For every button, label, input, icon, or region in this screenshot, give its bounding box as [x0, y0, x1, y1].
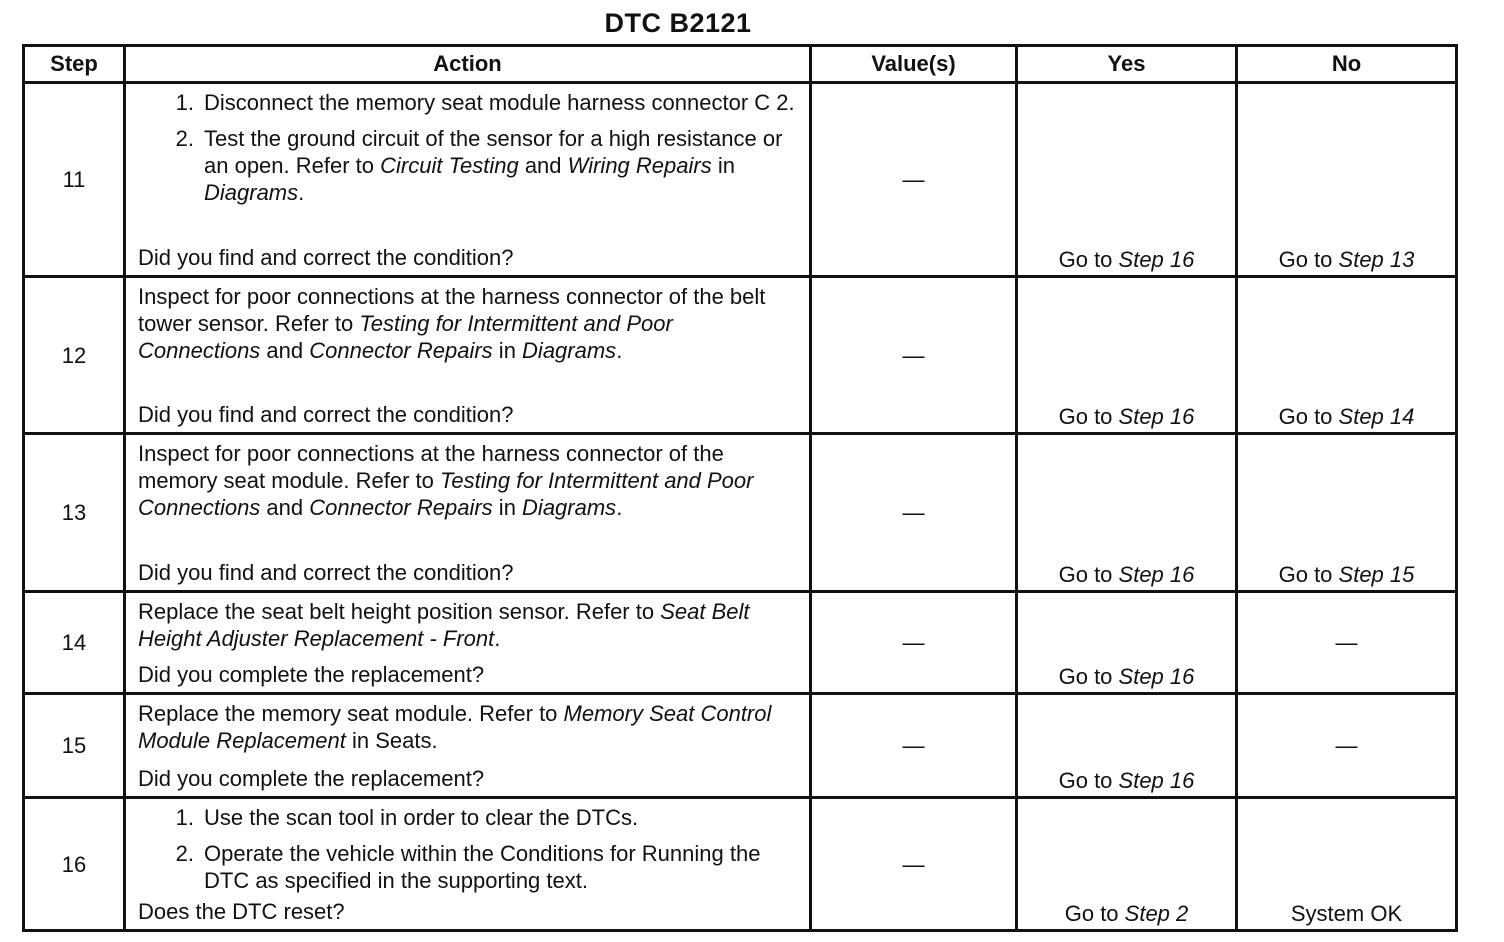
- step-number: 11: [24, 83, 125, 277]
- header-yes: Yes: [1017, 46, 1237, 83]
- reference-link[interactable]: Diagrams: [522, 338, 617, 363]
- no-cell: Go to Step 14: [1237, 277, 1457, 434]
- reference-link[interactable]: Circuit Testing: [380, 153, 519, 178]
- header-no: No: [1237, 46, 1457, 83]
- action-text: Inspect for poor connections at the harness connector of the memory seat module. Refer to Testing for Intermittent and Poor Connections and Connector Repairs in Diagrams.: [138, 441, 754, 520]
- page-title: DTC B2121: [604, 8, 752, 38]
- value-cell: —: [811, 83, 1017, 277]
- yes-cell: Go to Step 16: [1017, 434, 1237, 592]
- action-cell: [125, 434, 811, 592]
- action-list: [138, 89, 797, 215]
- reference-link[interactable]: Connector Repairs: [309, 338, 493, 363]
- yes-cell: Go to Step 2: [1017, 798, 1237, 931]
- no-cell: Go to Step 13: [1237, 83, 1457, 277]
- reference-link[interactable]: Testing for Intermittent and Poor Connections: [138, 468, 754, 520]
- table-row: [24, 694, 1457, 798]
- header-step: Step: [24, 46, 125, 83]
- action-cell: [125, 83, 811, 277]
- list-item: [138, 89, 797, 116]
- no-cell: —: [1237, 592, 1457, 694]
- action-cell: [125, 592, 811, 694]
- step-number: 13: [24, 434, 125, 592]
- value-cell: —: [811, 798, 1017, 931]
- no-cell: System OK: [1237, 798, 1457, 931]
- question-text: Did you complete the replacement?: [138, 662, 485, 687]
- header-values: Value(s): [811, 46, 1017, 83]
- action-cell: [125, 694, 811, 798]
- action-text: Inspect for poor connections at the harness connector of the belt tower sensor. Refer to Testing for Intermittent and Poor Connections and Connector Repairs in Diagrams.: [138, 284, 766, 363]
- goto-step-link[interactable]: Step 13: [1338, 247, 1415, 272]
- goto-step-link[interactable]: Step 16: [1118, 404, 1195, 429]
- goto-step-link[interactable]: Step 16: [1118, 562, 1195, 587]
- list-number: 2.: [175, 126, 194, 151]
- action-cell: [125, 798, 811, 931]
- goto-step-link[interactable]: Step 16: [1118, 768, 1195, 793]
- yes-cell: Go to Step 16: [1017, 592, 1237, 694]
- action-list: [138, 804, 797, 898]
- goto-step-link[interactable]: Step 2: [1124, 901, 1189, 926]
- question-text: Did you find and correct the condition?: [138, 245, 514, 270]
- list-item: [138, 804, 797, 831]
- reference-link[interactable]: Seat Belt Height Adjuster Replacement - Front: [138, 599, 750, 651]
- step-number: 15: [24, 694, 125, 798]
- question-text: Did you find and correct the condition?: [138, 402, 514, 427]
- yes-cell: Go to Step 16: [1017, 694, 1237, 798]
- step-number: 16: [24, 798, 125, 931]
- table-row: [24, 277, 1457, 434]
- yes-cell: Go to Step 16: [1017, 83, 1237, 277]
- list-text: Disconnect the memory seat module harness connector C 2.: [204, 90, 795, 115]
- list-number: 2.: [175, 841, 194, 866]
- reference-link[interactable]: Memory Seat Control Module Replacement: [138, 701, 772, 753]
- reference-link[interactable]: Wiring Repairs: [567, 153, 712, 178]
- no-cell: Go to Step 15: [1237, 434, 1457, 592]
- header-row: [24, 46, 1457, 83]
- step-number: 14: [24, 592, 125, 694]
- action-text: Replace the memory seat module. Refer to Memory Seat Control Module Replacement in Seats.: [138, 701, 772, 753]
- diagnostic-table: [22, 44, 1458, 932]
- question-text: Does the DTC reset?: [138, 899, 345, 924]
- header-action: Action: [125, 46, 811, 83]
- list-text: Operate the vehicle within the Conditions for Running the DTC as specified in the supporting text.: [204, 841, 761, 893]
- reference-link[interactable]: Testing for Intermittent and Poor Connections: [138, 311, 673, 363]
- no-cell: —: [1237, 694, 1457, 798]
- reference-link[interactable]: Connector Repairs: [309, 495, 493, 520]
- table-row: [24, 592, 1457, 694]
- table-row: [24, 798, 1457, 931]
- yes-cell: Go to Step 16: [1017, 277, 1237, 434]
- list-item: [138, 840, 797, 894]
- value-cell: —: [811, 434, 1017, 592]
- goto-step-link[interactable]: Step 16: [1118, 664, 1195, 689]
- value-cell: —: [811, 592, 1017, 694]
- value-cell: —: [811, 694, 1017, 798]
- question-text: Did you complete the replacement?: [138, 766, 485, 791]
- list-number: 1.: [175, 90, 194, 115]
- table-row: [24, 83, 1457, 277]
- reference-link[interactable]: Diagrams: [522, 495, 617, 520]
- step-number: 12: [24, 277, 125, 434]
- goto-step-link[interactable]: Step 15: [1338, 562, 1415, 587]
- list-text: Test the ground circuit of the sensor for a high resistance or an open. Refer to Circuit Testing and Wiring Repairs in Diagrams.: [204, 126, 783, 205]
- list-text: Use the scan tool in order to clear the DTCs.: [204, 805, 639, 830]
- reference-link[interactable]: Diagrams: [204, 180, 299, 205]
- table-row: [24, 434, 1457, 592]
- list-item: [138, 125, 797, 206]
- goto-step-link[interactable]: Step 14: [1338, 404, 1415, 429]
- list-number: 1.: [175, 805, 194, 830]
- value-cell: —: [811, 277, 1017, 434]
- question-text: Did you find and correct the condition?: [138, 560, 514, 585]
- action-cell: [125, 277, 811, 434]
- action-text: Replace the seat belt height position sensor. Refer to Seat Belt Height Adjuster Replacement - Front.: [138, 599, 750, 651]
- goto-step-link[interactable]: Step 16: [1118, 247, 1195, 272]
